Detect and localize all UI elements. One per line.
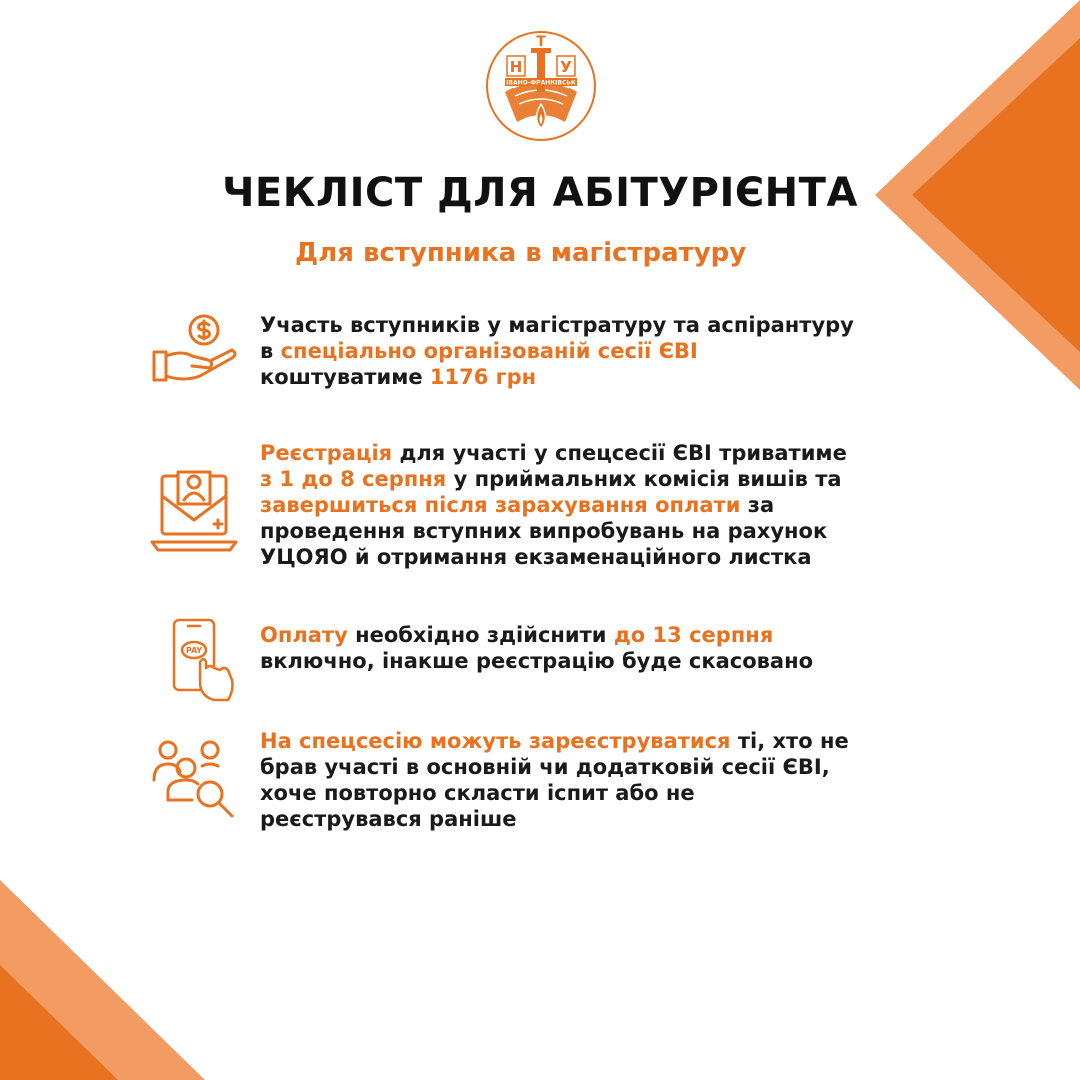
highlight-text: Оплату xyxy=(260,623,348,647)
logo-letter-n: Н xyxy=(509,58,523,76)
highlight-text: 1176 грн xyxy=(429,365,537,389)
checklist-item-text xyxy=(260,622,880,674)
highlight-text: спеціально організованій сесії ЄВІ xyxy=(280,339,698,363)
body-text: включно, інакше реєстрацію буде скасовано xyxy=(260,649,814,673)
body-text: в xyxy=(260,339,281,363)
people-search-icon xyxy=(148,734,240,826)
phone-pay-icon xyxy=(148,616,240,708)
page-title: ЧЕКЛІСТ ДЛЯ АБІТУРІЄНТА xyxy=(222,170,858,216)
body-text: реєструвався раніше xyxy=(260,807,517,831)
university-logo-icon xyxy=(485,30,597,142)
checklist-item-text xyxy=(260,312,880,390)
body-text: Участь вступників у магістратуру та аспірантуру xyxy=(260,313,854,337)
highlight-text: Реєстрація xyxy=(260,441,393,465)
body-text: проведення вступних випробувань на рахунок xyxy=(260,519,828,543)
body-text: брав участі в основній чи додатковій сесії ЄВІ, xyxy=(260,755,830,779)
logo-letter-u: У xyxy=(560,58,572,76)
checklist-item-text xyxy=(260,440,880,570)
logo-letter-t: Т xyxy=(536,34,546,50)
logo-caption: ІВАНО-ФРАНКІВСЬК xyxy=(506,79,576,87)
page-subtitle: Для вступника в магістратуру xyxy=(295,238,747,268)
body-text: хоче повторно скласти іспит або не xyxy=(260,781,695,805)
hand-coin-icon xyxy=(148,310,240,402)
body-text: УЦОЯО й отримання екзаменаційного листка xyxy=(260,545,812,569)
svg-text:PAY: PAY xyxy=(185,646,203,655)
highlight-text: На спецсесію можуть зареєструватися xyxy=(260,729,731,753)
body-text: коштуватиме xyxy=(260,365,430,389)
highlight-text: до 13 серпня xyxy=(613,623,774,647)
body-text: ті, хто не xyxy=(730,729,849,753)
highlight-text: завершиться після зарахування оплати xyxy=(260,493,741,517)
body-text: для участі у спецсесії ЄВІ триватиме xyxy=(392,441,847,465)
body-text: у приймальних комісія вишів та xyxy=(446,467,842,491)
computer-registration-icon xyxy=(148,466,240,558)
body-text: необхідно здійснити xyxy=(347,623,614,647)
body-text: за xyxy=(740,493,775,517)
highlight-text: з 1 до 8 серпня xyxy=(260,467,447,491)
checklist-item-text xyxy=(260,728,880,832)
